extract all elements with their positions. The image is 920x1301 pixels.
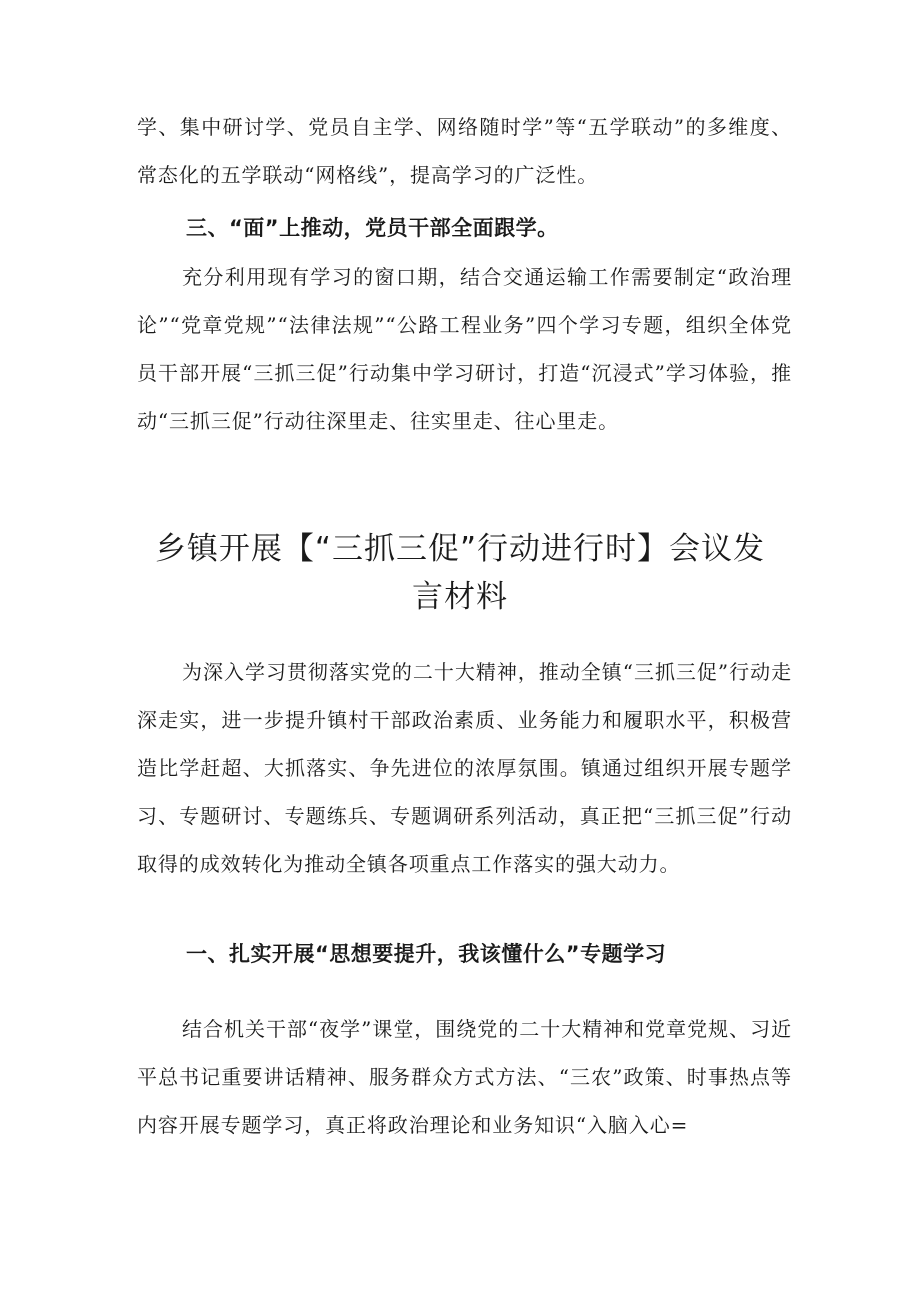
section-1-paragraph: 结合机关干部“夜学”课堂，围绕党的二十大精神和党章党规、习近平总书记重要讲话精神、服务群众方式方法、“三农”政策、时事热点等内容开展专题学习，真正将政治理论和业务知识“入脑入心= — [137, 1017, 792, 1137]
section-1-heading: 一、扎实开展“思想要提升，我该懂什么”专题学习 — [186, 942, 667, 966]
article-title-line-1: 乡镇开展【“三抓三促”行动进行时】会议发 — [154, 531, 766, 567]
section-3-paragraph: 充分利用现有学习的窗口期，结合交通运输工作需要制定“政治理论”“党章党规”“法律法规”“公路工程业务”四个学习专题，组织全体党员干部开展“三抓三促”行动集中学习研讨，打造“沉浸式”学习体验，推动“三抓三促”行动往深里走、往实里走、往心里走。 — [137, 265, 792, 433]
intro-paragraph: 为深入学习贯彻落实党的二十大精神，推动全镇“三抓三促”行动走深走实，进一步提升镇村干部政治素质、业务能力和履职水平，积极营造比学赶超、大抓落实、争先进位的浓厚氛围。镇通过组织开展专题学习、专题研讨、专题练兵、专题调研系列活动，真正把“三抓三促”行动取得的成效转化为推动全镇各项重点工作落实的强大动力。 — [137, 660, 792, 876]
continuation-paragraph: 学、集中研讨学、党员自主学、网络随时学”等“五学联动”的多维度、常态化的五学联动“网格线”，提高学习的广泛性。 — [137, 115, 792, 187]
section-3-heading: 三、“面”上推动，党员干部全面跟学。 — [186, 216, 559, 240]
article-title — [100, 525, 820, 621]
article-title-line-2: 言材料 — [412, 579, 508, 615]
